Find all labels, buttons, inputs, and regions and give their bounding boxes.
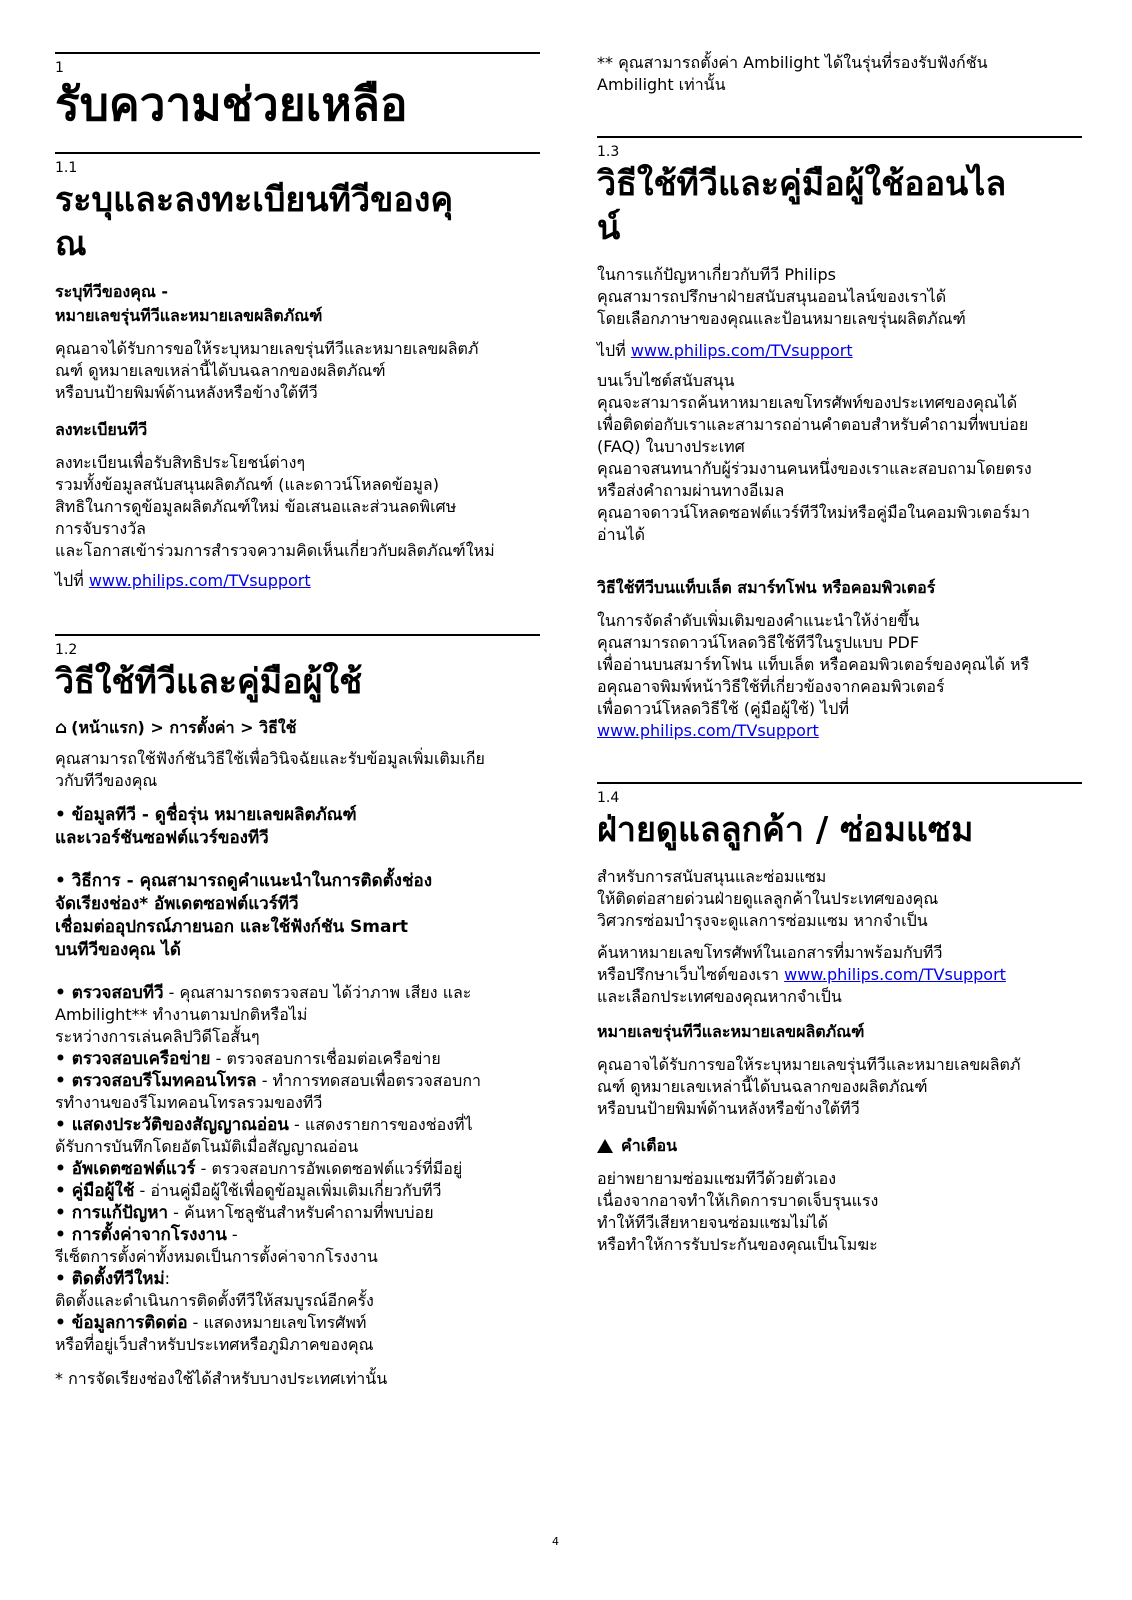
text-line: คุณอาจสนทนากับผู้ร่วมงานคนหนึ่งของเราและสอบถามโดยตรง: [597, 459, 1032, 478]
item-text: - ทำการทดสอบเพื่อตรวจสอบกา: [256, 1071, 481, 1090]
text-line: เชื่อมต่ออุปกรณ์ภายนอก และใช้ฟังก์ชัน Smart: [55, 917, 408, 937]
home-icon: ⌂: [55, 718, 68, 738]
item-label: • ติดตั้งทีวีใหม่: [55, 1269, 165, 1289]
text-line: คุณสามารถดาวน์โหลดวิธีใช้ทีวีในรูปแบบ PDF: [597, 633, 920, 652]
text-line: หรือทำให้การรับประกันของคุณเป็นโมฆะ: [597, 1235, 878, 1254]
section-1-1-title-line: ระบุและลงทะเบียนทีวีของคุ: [55, 180, 454, 220]
text-line: (FAQ) ในบางประเทศ: [597, 437, 745, 456]
text-line: • วิธีการ - คุณสามารถดูคำแนะนำในการติดตั้งช่อง: [55, 871, 433, 891]
text-line: สิทธิในการดูข้อมูลผลิตภัณฑ์ใหม่ ข้อเสนอและส่วนลดพิเศษ: [55, 497, 457, 516]
item-text: - ค้นหาโซลูชันสำหรับคำถามที่พบบ่อย: [168, 1203, 434, 1222]
section-1-3-title: [597, 162, 1082, 250]
text-line: และโอกาสเข้าร่วมการสำรวจความคิดเห็นเกี่ยวกับผลิตภัณฑ์ใหม่: [55, 541, 495, 560]
text-line: คุณสามารถใช้ฟังก์ชันวิธีใช้เพื่อวินิจฉัยและรับข้อมูลเพิ่มเติมเกีย: [55, 749, 485, 768]
list-line: [55, 1114, 540, 1136]
item-label: • ตรวจสอบทีวี: [55, 983, 164, 1003]
list-line: [55, 1312, 540, 1334]
how-to-bullet: [55, 870, 540, 962]
help-on-devices-heading: วิธีใช้ทีวีบนแท็บเล็ต สมาร์ทโฟน หรือคอมพิวเตอร์: [597, 578, 936, 597]
section-1-1-title-line: ณ: [55, 224, 87, 264]
item-text: Ambilight** ทำงานตามปกติหรือไม่: [55, 1005, 308, 1024]
text-line: ในการจัดลำดับเพิ่มเติมของคำแนะนำให้ง่ายขึ้น: [597, 611, 920, 630]
list-line: [55, 1070, 540, 1092]
item-text: รีเซ็ตการตั้งค่าทั้งหมดเป็นการตั้งค่าจากโรงงาน: [55, 1247, 378, 1266]
tv-info-bullet: [55, 804, 540, 850]
item-label: • การแก้ปัญหา: [55, 1203, 169, 1223]
section-1-3-rule: [597, 136, 1082, 138]
text-line: ณฑ์ ดูหมายเลขเหล่านี้ได้บนฉลากของผลิตภัณฑ์: [597, 1077, 928, 1096]
find-phone-paragraph: [597, 942, 1082, 1008]
text-line: อคุณอาจพิมพ์หน้าวิธีใช้ที่เกี่ยวข้องจากคอมพิวเตอร์: [597, 677, 945, 696]
item-text: :: [164, 1269, 171, 1288]
text-line: สำหรับการสนับสนุนและซ่อมแซม: [597, 867, 827, 886]
list-line: [55, 1158, 540, 1180]
text-line: เพื่ออ่านบนสมาร์ทโฟน แท็บเล็ต หรือคอมพิวเตอร์ของคุณได้ หรื: [597, 655, 1030, 674]
item-label: • คู่มือผู้ใช้: [55, 1181, 135, 1201]
support-link[interactable]: www.philips.com/TVsupport: [88, 571, 311, 590]
section-1-4-title: ฝ่ายดูแลลูกค้า / ซ่อมแซม: [597, 810, 974, 850]
item-text: ระหว่างการเล่นคลิปวิดีโอสั้นๆ: [55, 1027, 260, 1046]
model-number-heading: หมายเลขรุ่นทีวีและหมายเลขผลิตภัณฑ์: [597, 1022, 865, 1041]
list-line: [55, 1268, 540, 1290]
text-line: การจับรางวัล: [55, 519, 146, 538]
footnote-ambilight: [597, 52, 1082, 96]
warning-paragraph: [597, 1168, 1082, 1256]
text-line: วกับทีวีของคุณ: [55, 771, 158, 790]
section-1-1-title: [55, 178, 540, 266]
text-line: คุณสามารถปรึกษาฝ่ายสนับสนุนออนไลน์ของเราได้: [597, 287, 947, 306]
item-label: • แสดงประวัติของสัญญาณอ่อน: [55, 1115, 289, 1135]
text-line: ณฑ์ ดูหมายเลขเหล่านี้ได้บนฉลากของผลิตภัณฑ์: [55, 361, 386, 380]
nav-path-text: (หน้าแรก) > การตั้งค่า > วิธีใช้: [71, 718, 297, 737]
support-link[interactable]: www.philips.com/TVsupport: [784, 965, 1006, 984]
support-link[interactable]: www.philips.com/TVsupport: [597, 721, 819, 740]
support-site-paragraph: [597, 370, 1082, 546]
text-line: โดยเลือกภาษาของคุณและป้อนหมายเลขรุ่นผลิตภัณฑ์: [597, 309, 966, 328]
section-1-3-title-line: วิธีใช้ทีวีและคู่มือผู้ใช้ออนไล: [597, 164, 1007, 204]
list-line: [55, 1004, 540, 1026]
page-number: 4: [552, 1535, 559, 1548]
text-line: ในการแก้ปัญหาเกี่ยวกับทีวี Philips: [597, 265, 836, 284]
item-text: -: [226, 1225, 238, 1244]
warning-icon: [597, 1139, 613, 1153]
section-1-1-number: 1.1: [55, 160, 78, 176]
list-line: [55, 1048, 540, 1070]
list-line: [55, 1334, 540, 1356]
warning-title: คำเตือน: [621, 1136, 678, 1155]
item-label: • การตั้งค่าจากโรงงาน: [55, 1225, 227, 1245]
item-text: รทำงานของรีโมทคอนโทรลรวมของทีวี: [55, 1093, 323, 1112]
text-line: หรือส่งคำถามผ่านทางอีเมล: [597, 481, 785, 500]
text-line: คุณอาจได้รับการขอให้ระบุหมายเลขรุ่นทีวีและหมายเลขผลิตภั: [597, 1055, 1021, 1074]
list-line: [55, 1224, 540, 1246]
text-line: เพื่อดาวน์โหลดวิธีใช้ (คู่มือผู้ใช้) ไปที่: [597, 699, 849, 718]
list-line: [55, 1202, 540, 1224]
text-line: Ambilight เท่านั้น: [597, 75, 726, 94]
heading-line: หมายเลขรุ่นทีวีและหมายเลขผลิตภัณฑ์: [55, 306, 323, 325]
text-line: ลงทะเบียนเพื่อรับสิทธิประโยชน์ต่างๆ: [55, 453, 306, 472]
section-1-1-rule: [55, 152, 540, 154]
text-line: คุณอาจได้รับการขอให้ระบุหมายเลขรุ่นทีวีและหมายเลขผลิตภั: [55, 339, 479, 358]
item-label: • อัพเดตซอฟต์แวร์: [55, 1159, 196, 1179]
item-text: ด้รับการบันทึกโดยอัตโนมัติเมื่อสัญญาณอ่อน: [55, 1137, 359, 1156]
text-line: เนื่องจากอาจทำให้เกิดการบาดเจ็บรุนแรง: [597, 1191, 879, 1210]
text-line: บนเว็บไซต์สนับสนุน: [597, 371, 735, 390]
text-line: ** คุณสามารถตั้งค่า Ambilight ได้ในรุ่นที่รองรับฟังก์ชัน: [597, 53, 988, 72]
help-on-devices-paragraph: [597, 610, 1082, 742]
list-line: [55, 1290, 540, 1312]
help-items-list: [55, 982, 540, 1356]
text-line: ให้ติดต่อสายด่วนฝ่ายดูแลลูกค้าในประเทศของคุณ: [597, 889, 939, 908]
item-label: • ตรวจสอบรีโมทคอนโทรล: [55, 1071, 257, 1091]
text-line: และเลือกประเทศของคุณหากจำเป็น: [597, 987, 842, 1006]
identify-tv-heading: [55, 280, 540, 328]
register-tv-paragraph: [55, 452, 540, 562]
text-line: หรือบนป้ายพิมพ์ด้านหลังหรือข้างใต้ทีวี: [597, 1099, 860, 1118]
item-text: - อ่านคู่มือผู้ใช้เพื่อดูข้อมูลเพิ่มเติมเกี่ยวกับทีวี: [134, 1181, 442, 1200]
left-column: [55, 0, 540, 1390]
right-column: [597, 0, 1082, 1256]
heading-line: ระบุทีวีของคุณ -: [55, 282, 168, 301]
list-line: [55, 1180, 540, 1202]
identify-tv-paragraph: [55, 338, 540, 404]
text-line: วิศวกรซ่อมบำรุงจะดูแลการซ่อมแซม หากจำเป็น: [597, 911, 928, 930]
text-line: ค้นหาหมายเลขโทรศัพท์ในเอกสารที่มาพร้อมกับทีวี: [597, 943, 943, 962]
text-line: หรือบนป้ายพิมพ์ด้านหลังหรือข้างใต้ทีวี: [55, 383, 318, 402]
section-1-3-title-line: น์: [597, 208, 621, 248]
goto-prefix: ไปที่: [55, 571, 89, 590]
item-text: - คุณสามารถตรวจสอบ ได้ว่าภาพ เสียง และ: [163, 983, 472, 1002]
model-number-paragraph: [597, 1054, 1082, 1120]
chapter-rule: [55, 52, 540, 54]
goto-prefix: ไปที่: [597, 341, 631, 360]
chapter-number: 1: [55, 60, 64, 76]
item-text: - แสดงหมายเลขโทรศัพท์: [187, 1313, 367, 1332]
text-line: • ข้อมูลทีวี - ดูชื่อรุ่น หมายเลขผลิตภัณฑ์: [55, 805, 357, 825]
section-1-2-rule: [55, 634, 540, 636]
list-line: [55, 982, 540, 1004]
section-1-4-number: 1.4: [597, 790, 620, 806]
text-line: เพื่อติดต่อกับเราและสามารถอ่านคำตอบสำหรับคำถามที่พบบ่อย: [597, 415, 1029, 434]
list-line: [55, 1246, 540, 1268]
text-segment: หรือปรึกษาเว็บไซต์ของเรา: [597, 965, 785, 984]
text-line: รวมทั้งข้อมูลสนับสนุนผลิตภัณฑ์ (และดาวน์โหลดข้อมูล): [55, 475, 439, 494]
goto-support-line: [55, 570, 540, 592]
section-1-2-title: วิธีใช้ทีวีและคู่มือผู้ใช้: [55, 662, 363, 702]
register-tv-heading: ลงทะเบียนทีวี: [55, 420, 148, 439]
item-text: - ตรวจสอบการอัพเดตซอฟต์แวร์ที่มีอยู่: [195, 1159, 463, 1178]
text-line: บนทีวีของคุณ ได้: [55, 940, 181, 960]
text-line: คุณจะสามารถค้นหาหมายเลขโทรศัพท์ของประเทศของคุณได้: [597, 393, 1018, 412]
section-1-3-number: 1.3: [597, 144, 620, 160]
item-text: ติดตั้งและดำเนินการติดตั้งทีวีให้สมบูรณ์อีกครั้ง: [55, 1291, 374, 1310]
item-text: หรือที่อยู่เว็บสำหรับประเทศหรือภูมิภาคของคุณ: [55, 1335, 374, 1354]
help-nav-path: [55, 716, 540, 740]
text-line: คุณอาจดาวน์โหลดซอฟต์แวร์ทีวีใหม่หรือคู่มือในคอมพิวเตอร์มา: [597, 503, 1031, 522]
item-text: - ตรวจสอบการเชื่อมต่อเครือข่าย: [210, 1049, 441, 1068]
support-link[interactable]: www.philips.com/TVsupport: [630, 341, 853, 360]
warning-heading: [597, 1134, 1082, 1158]
text-line: และเวอร์ชันซอฟต์แวร์ของทีวี: [55, 828, 269, 848]
list-line: [55, 1092, 540, 1114]
consumer-care-paragraph: [597, 866, 1082, 932]
text-line: ทำให้ทีวีเสียหายจนซ่อมแซมไม่ได้: [597, 1213, 829, 1232]
list-line: [55, 1136, 540, 1158]
text-line: [597, 964, 1082, 986]
footnote-channel-sort: * การจัดเรียงช่องใช้ได้สำหรับบางประเทศเท่านั้น: [55, 1369, 388, 1388]
online-help-paragraph: [597, 264, 1082, 330]
item-label: • ข้อมูลการติดต่อ: [55, 1313, 188, 1333]
section-1-2-number: 1.2: [55, 642, 78, 658]
text-line: จัดเรียงช่อง* อัพเดตซอฟต์แวร์ทีวี: [55, 894, 299, 914]
text-line: อย่าพยายามซ่อมแซมทีวีด้วยตัวเอง: [597, 1169, 837, 1188]
list-line: [55, 1026, 540, 1048]
goto-support-line: [597, 340, 1082, 362]
section-1-4-rule: [597, 782, 1082, 784]
chapter-title: รับความช่วยเหลือ: [55, 77, 408, 131]
text-line: อ่านได้: [597, 525, 645, 544]
help-intro: [55, 748, 540, 792]
item-label: • ตรวจสอบเครือข่าย: [55, 1049, 211, 1069]
item-text: - แสดงรายการของช่องที่ไ: [288, 1115, 473, 1134]
